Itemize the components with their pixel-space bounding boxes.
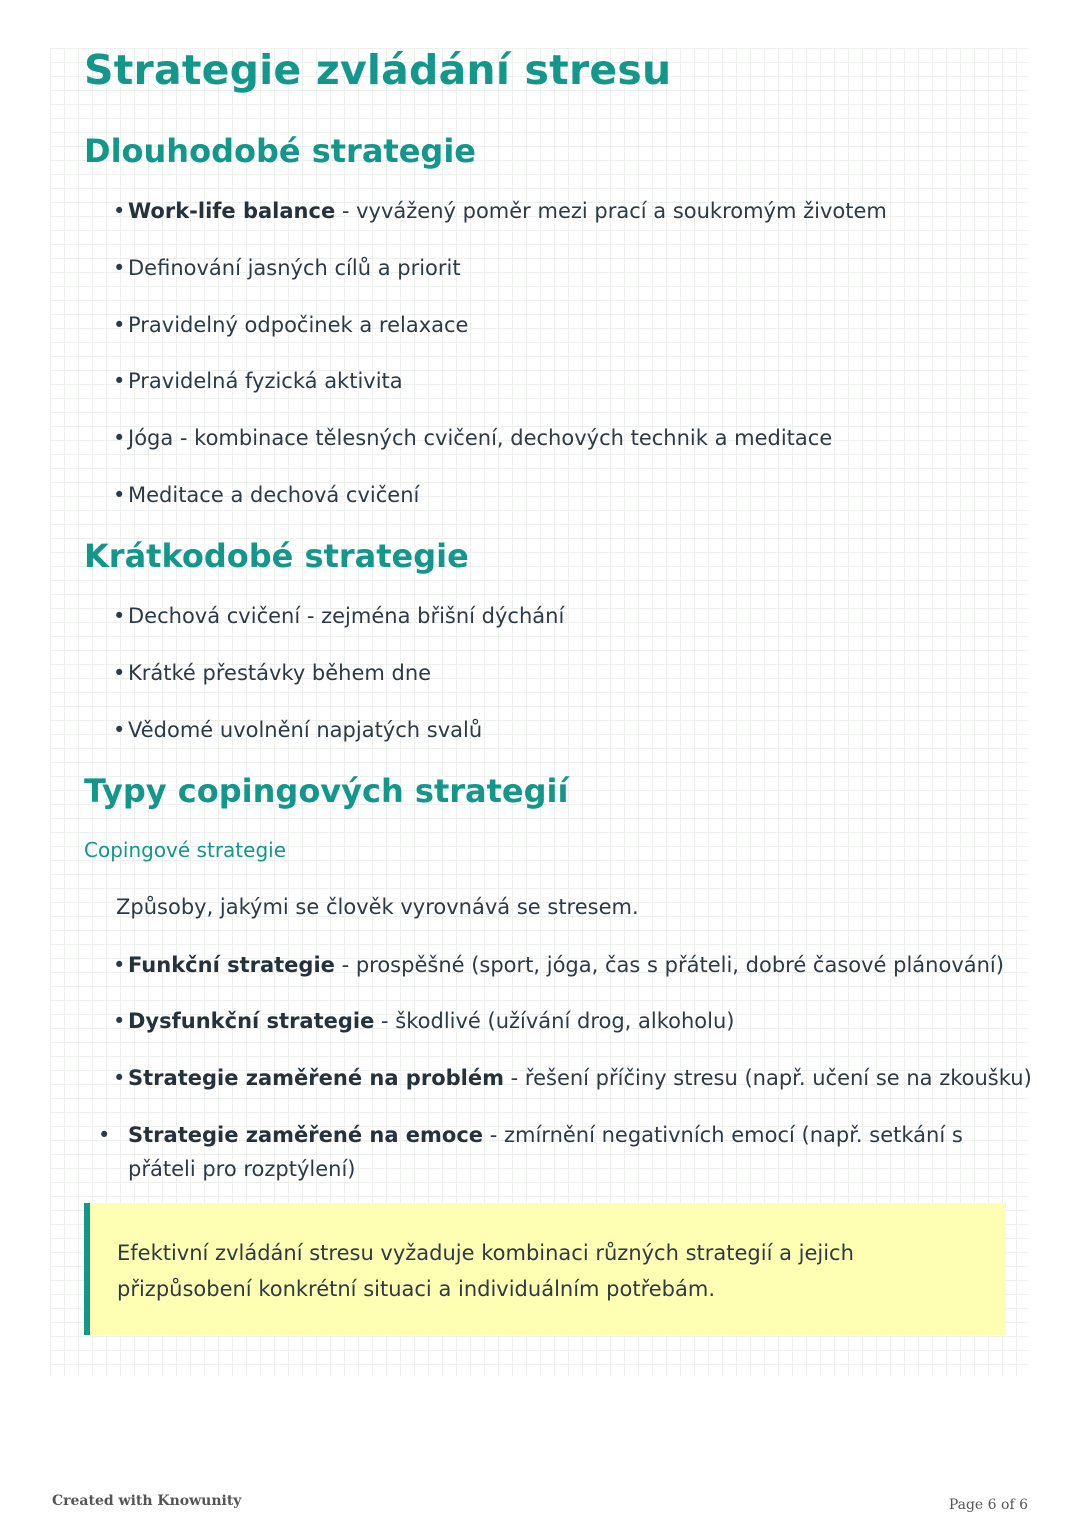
section-heading-long-term: Dlouhodobé strategie xyxy=(84,132,476,170)
list-item xyxy=(98,1118,1008,1186)
list-item-bold: Dysfunkční strategie xyxy=(128,1009,375,1033)
list-item xyxy=(113,713,482,747)
list-item xyxy=(113,364,403,398)
list-item-text: - škodlivé (užívání drog, alkoholu) xyxy=(374,1009,735,1033)
list-item xyxy=(113,251,461,285)
list-item-text: Pravidelná fyzická aktivita xyxy=(128,369,403,393)
bullet: • xyxy=(113,256,126,280)
list-item-text: Vědomé uvolnění napjatých svalů xyxy=(128,718,483,742)
bullet: • xyxy=(113,953,126,977)
bullet: • xyxy=(98,1123,111,1147)
list-item-text: Dechová cvičení - zejména břišní dýchání xyxy=(128,604,565,628)
highlight-note xyxy=(84,1203,1006,1335)
list-item-text: - vyvážený poměr mezi prací a soukromým životem xyxy=(335,199,887,223)
bullet: • xyxy=(113,1009,126,1033)
bullet: • xyxy=(113,718,126,742)
list-item-text: Definování jasných cílů a priorit xyxy=(128,256,461,280)
bullet: • xyxy=(113,483,126,507)
list-item-bold: Funkční strategie xyxy=(128,953,335,977)
highlight-note-text: Efektivní zvládání stresu vyžaduje kombinaci různých strategií a jejich přizpůsobení konkrétní situaci a individuálním potřebám. xyxy=(117,1241,854,1301)
list-item-text: Krátké přestávky během dne xyxy=(128,661,432,685)
bullet: • xyxy=(113,604,126,628)
list-item-text: - řešení příčiny stresu (např. učení se na zkoušku) xyxy=(503,1066,1032,1090)
list-item xyxy=(113,421,832,455)
bullet: • xyxy=(113,661,126,685)
list-item-text: Jóga - kombinace tělesných cvičení, dechových technik a meditace xyxy=(128,426,833,450)
section-heading-coping: Typy copingových strategií xyxy=(84,772,569,810)
list-item-bold: Work-life balance xyxy=(128,199,336,223)
list-item-text: - prospěšné (sport, jóga, čas s přáteli, dobré časové plánování) xyxy=(334,953,1004,977)
bullet: • xyxy=(113,199,126,223)
list-item xyxy=(113,948,1004,982)
bullet: • xyxy=(113,313,126,337)
list-item xyxy=(113,1004,734,1038)
page-title: Strategie zvládání stresu xyxy=(84,46,672,94)
list-item-bold: Strategie zaměřené na problém xyxy=(128,1066,504,1090)
subheading-coping: Copingové strategie xyxy=(84,838,287,862)
bullet: • xyxy=(113,1066,126,1090)
coping-intro: Způsoby, jakými se člověk vyrovnává se stresem. xyxy=(116,895,639,919)
list-item-text: - zmírnění negativních emocí (např. setkání s přáteli pro rozptýlení) xyxy=(128,1123,963,1181)
list-item xyxy=(113,599,564,633)
list-item-text: Pravidelný odpočinek a relaxace xyxy=(128,313,469,337)
bullet: • xyxy=(113,426,126,450)
section-heading-short-term: Krátkodobé strategie xyxy=(84,537,469,575)
list-item-bold: Strategie zaměřené na emoce xyxy=(128,1123,484,1147)
bullet: • xyxy=(113,369,126,393)
list-item-text: Meditace a dechová cvičení xyxy=(128,483,420,507)
list-item xyxy=(113,1061,1032,1095)
page-number: Page 6 of 6 xyxy=(948,1497,1028,1513)
list-item xyxy=(113,194,887,228)
list-item xyxy=(113,478,419,512)
list-item xyxy=(113,656,431,690)
footer-credit: Created with Knowunity xyxy=(52,1493,242,1509)
list-item xyxy=(113,308,468,342)
